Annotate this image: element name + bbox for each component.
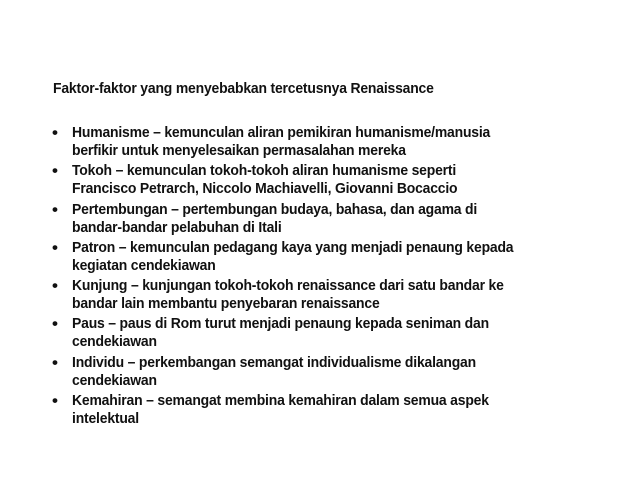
bullet-text-line1: Pertembungan – pertembungan budaya, bahasa, dan agama di: [72, 200, 478, 218]
bullet-item-pertembungan: [52, 201, 612, 237]
bullet-item-humanisme: [52, 124, 612, 160]
bullet-item-patron: [52, 239, 612, 275]
bullet-item-kemahiran: [52, 392, 612, 428]
bullet-list: [52, 124, 612, 430]
bullet-item-tokoh: [52, 162, 612, 198]
bullet-item-paus: [52, 315, 612, 351]
bullet-text-line1: Kemahiran – semangat membina kemahiran dalam semua aspek: [72, 392, 489, 410]
bullet-text-line2: Francisco Petrarch, Niccolo Machiavelli, Giovanni Bocaccio: [72, 180, 458, 198]
bullet-item-kunjung: [52, 277, 612, 313]
bullet-icon: •: [52, 199, 58, 219]
bullet-icon: •: [52, 237, 58, 257]
bullet-icon: •: [52, 123, 58, 142]
bullet-text-line2: bandar-bandar pelabuhan di Itali: [72, 218, 282, 236]
bullet-text-line1: Patron – kemunculan pedagang kaya yang menjadi penaung kepada: [72, 238, 514, 256]
bullet-icon: •: [52, 314, 58, 334]
slide-heading: Faktor-faktor yang menyebabkan tercetusnya Renaissance: [53, 80, 434, 97]
bullet-icon: •: [52, 352, 58, 372]
bullet-text-line2: berfikir untuk menyelesaikan permasalahan mereka: [72, 142, 406, 159]
bullet-text-line2: cendekiawan: [72, 371, 157, 389]
bullet-text-line1: Humanisme – kemunculan aliran pemikiran humanisme/manusia: [72, 124, 491, 141]
bullet-text-line1: Tokoh – kemunculan tokoh-tokoh aliran humanisme seperti: [72, 162, 457, 180]
bullet-text-line1: Paus – paus di Rom turut menjadi penaung kepada seniman dan: [72, 315, 489, 333]
bullet-text-line2: intelektual: [72, 410, 139, 428]
bullet-icon: •: [52, 391, 58, 411]
bullet-text-line2: cendekiawan: [72, 333, 157, 351]
bullet-item-individu: [52, 354, 612, 390]
bullet-text-line1: Individu – perkembangan semangat individualisme dikalangan: [72, 353, 476, 371]
bullet-text-line1: Kunjung – kunjungan tokoh-tokoh renaissance dari satu bandar ke: [72, 277, 504, 295]
bullet-text-line2: bandar lain membantu penyebaran renaissance: [72, 295, 380, 313]
bullet-icon: •: [52, 276, 58, 296]
bullet-text-line2: kegiatan cendekiawan: [72, 256, 216, 274]
bullet-icon: •: [52, 161, 58, 181]
